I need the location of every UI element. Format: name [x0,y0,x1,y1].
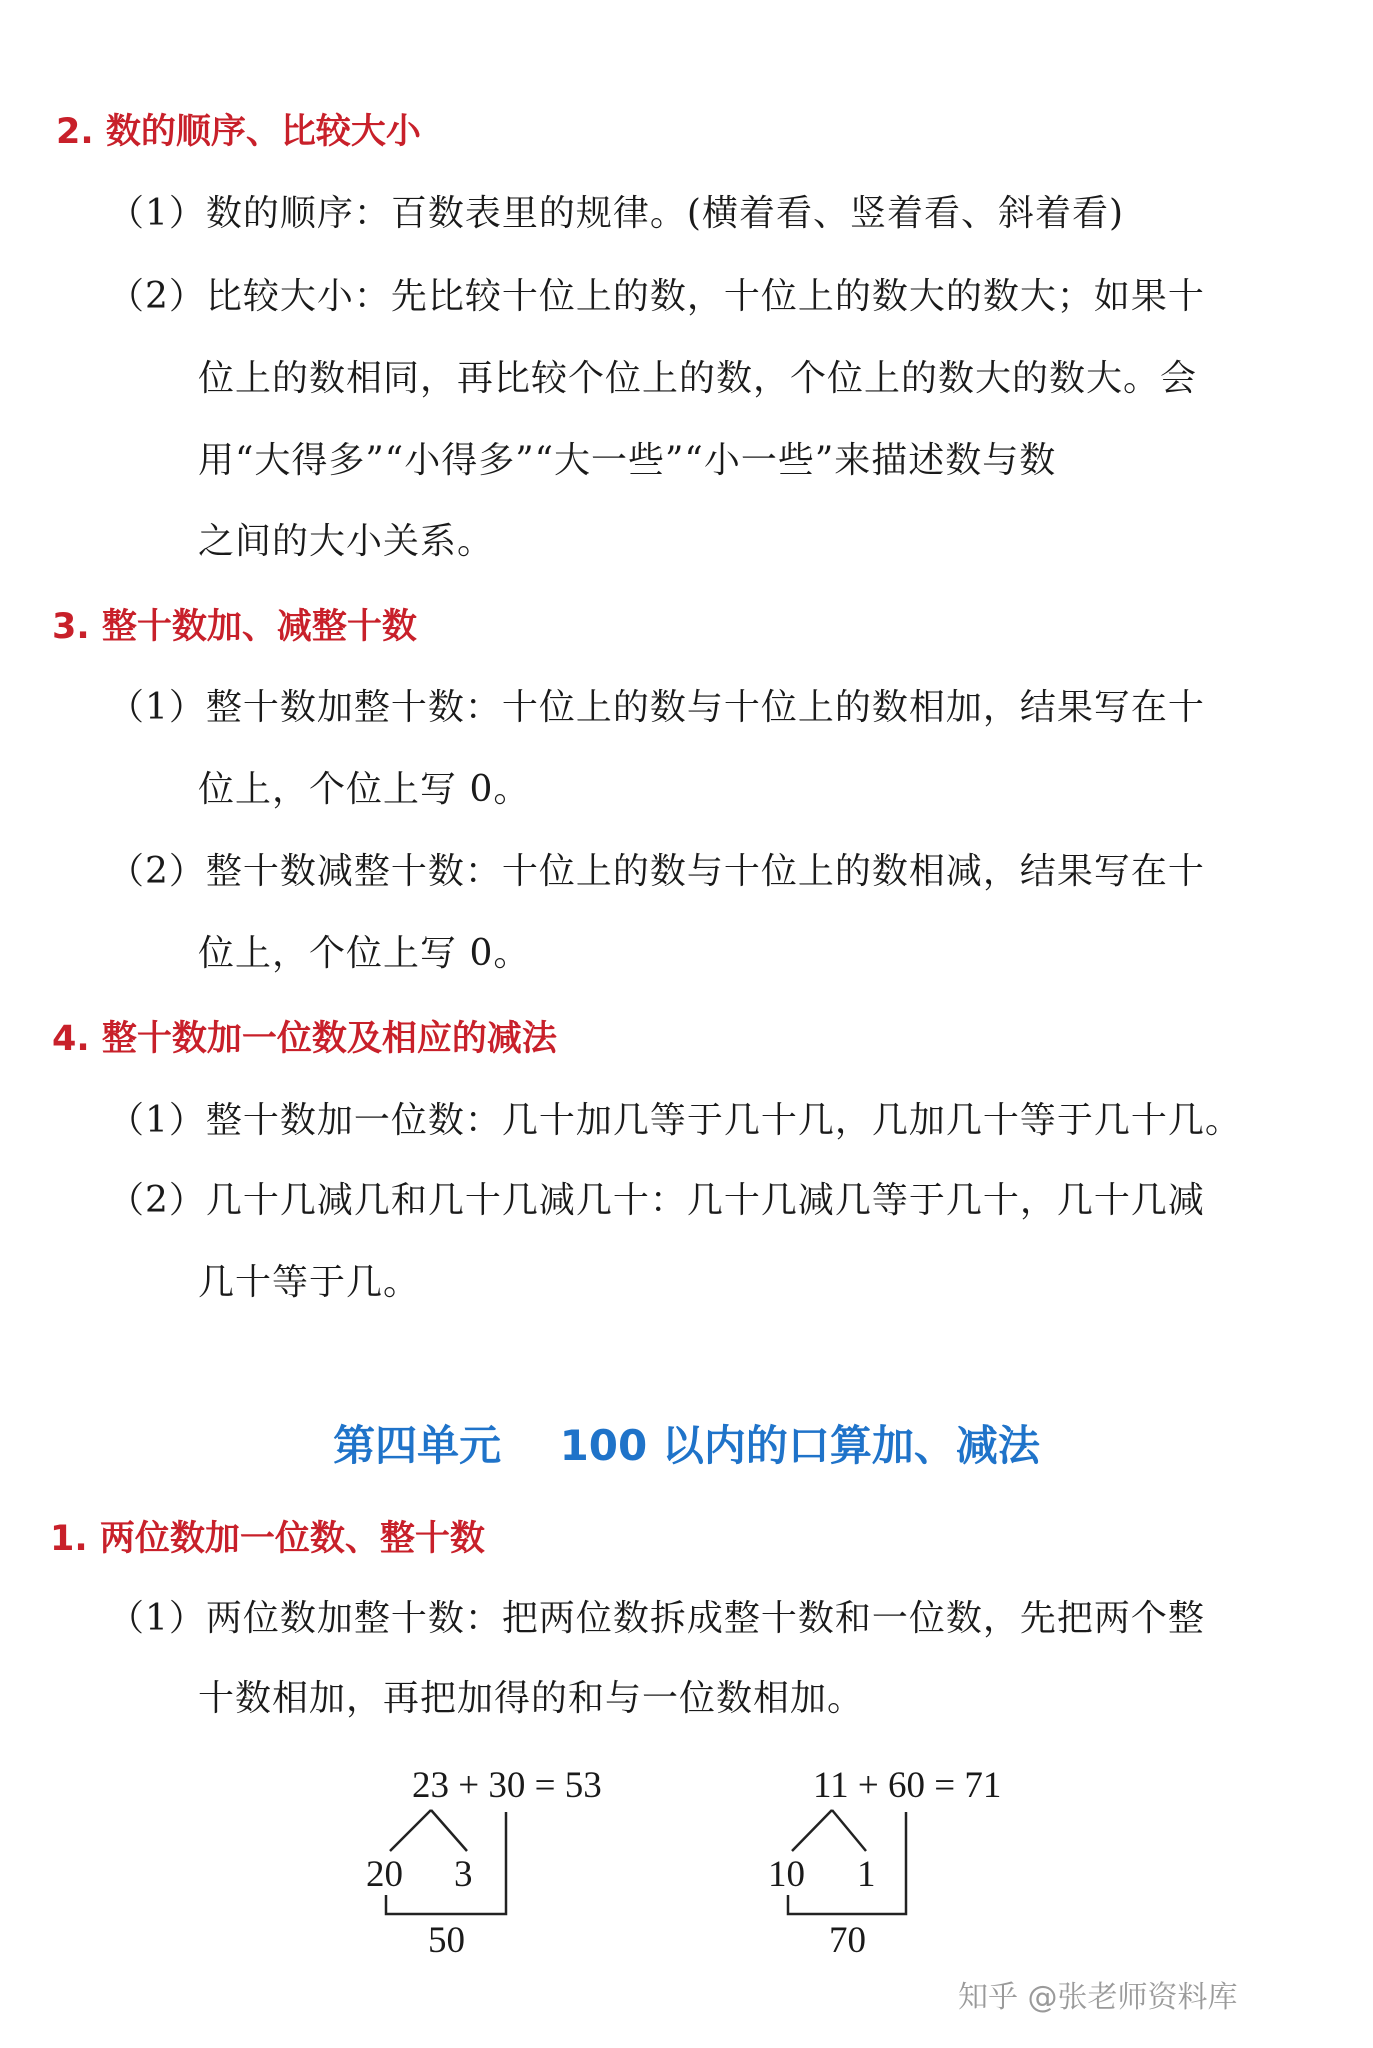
section-2-line-2: （2）比较大小：先比较十位上的数，十位上的数大的数大；如果十 [108,276,1205,317]
unit-title: 第四单元 100 以内的口算加、减法 [333,1421,1040,1470]
section-3-line-2: 位上，个位上写 0。 [198,769,531,810]
watermark: 知乎 @张老师资料库 [958,1980,1238,2015]
example-2-equation: 11 + 60 = 71 [813,1765,1002,1806]
section-3-line-3: （2）整十数减整十数：十位上的数与十位上的数相减，结果写在十 [108,851,1205,892]
section-4-line-3: 几十等于几。 [198,1262,421,1303]
example-2-sum: 70 [829,1920,866,1961]
section-2-heading: 2. 数的顺序、比较大小 [56,112,421,152]
section-4-heading: 4. 整十数加一位数及相应的减法 [52,1019,557,1059]
section-3-heading: 3. 整十数加、减整十数 [52,607,417,647]
section-3-line-4: 位上，个位上写 0。 [198,933,531,974]
section-2-line-5: 之间的大小关系。 [198,521,495,562]
section-3-line-1: （1）整十数加整十数：十位上的数与十位上的数相加，结果写在十 [108,687,1205,728]
unit-section-1-line-2: 十数相加，再把加得的和与一位数相加。 [198,1678,865,1719]
example-1-part-b: 3 [454,1854,473,1895]
example-1-sum: 50 [428,1920,465,1961]
unit-section-1-heading: 1. 两位数加一位数、整十数 [50,1519,485,1559]
section-2-line-4: 用“大得多”“小得多”“大一些”“小一些”来描述数与数 [198,440,1057,481]
example-1-equation: 23 + 30 = 53 [412,1765,602,1806]
section-4-line-1: （1）整十数加一位数：几十加几等于几十几，几加几十等于几十几。 [108,1100,1242,1141]
section-4-line-2: （2）几十几减几和几十几减几十：几十几减几等于几十，几十几减 [108,1180,1205,1221]
unit-section-1-line-1: （1）两位数加整十数：把两位数拆成整十数和一位数，先把两个整 [108,1598,1205,1639]
example-1-part-a: 20 [366,1854,403,1895]
section-2-line-3: 位上的数相同，再比较个位上的数，个位上的数大的数大。会 [198,358,1198,399]
example-2-part-b: 1 [857,1854,876,1895]
example-2-part-a: 10 [768,1854,805,1895]
section-2-line-1: （1）数的顺序：百数表里的规律。(横着看、竖着看、斜着看) [108,193,1124,234]
